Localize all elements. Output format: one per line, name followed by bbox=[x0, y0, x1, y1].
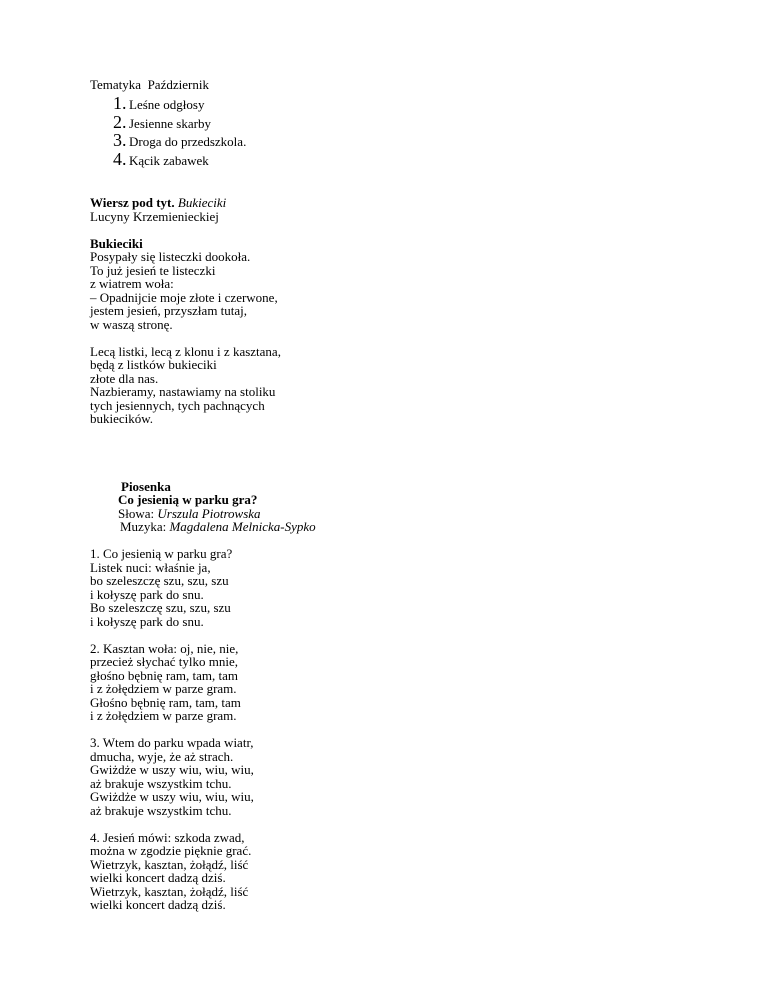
list-item-text: Droga do przedszkola. bbox=[129, 134, 247, 149]
song-music-label: Muzyka: bbox=[120, 519, 167, 534]
list-item-number: 3. bbox=[113, 130, 127, 150]
poem-author: Lucyny Krzemienieckiej bbox=[90, 208, 219, 224]
song-line: i z żołędziem w parze gram. bbox=[90, 681, 237, 696]
poem-line: złote dla nas. bbox=[90, 370, 159, 386]
song-lyrics-author: Urszula Piotrowska bbox=[157, 505, 261, 521]
list-item bbox=[90, 150, 690, 169]
poem-line: Lecą listki, lecą z klonu i z kasztana, bbox=[90, 343, 281, 359]
song-line: Głośno bębnię ram, tam, tam bbox=[90, 694, 241, 710]
song-line: 3. Wtem do parku wpada wiatr, bbox=[90, 735, 254, 750]
poem-line: To już jesień te listeczki bbox=[90, 262, 216, 278]
song-lyrics-credit bbox=[118, 507, 690, 521]
list-item-text: Kącik zabawek bbox=[129, 152, 209, 168]
poem-line: Nazbieramy, nastawiamy na stoliku bbox=[90, 384, 276, 399]
song-title: Co jesienią w parku gra? bbox=[118, 492, 258, 507]
song-line: Wietrzyk, kasztan, żołądź, liść bbox=[90, 883, 249, 899]
song-line: aż brakuje wszystkim tchu. bbox=[90, 802, 232, 818]
song-line: 1. Co jesienią w parku gra? bbox=[90, 546, 233, 561]
list-item-number: 1. bbox=[113, 93, 127, 113]
song-verse bbox=[90, 736, 690, 817]
poem-line: z wiatrem woła: bbox=[90, 276, 174, 291]
song-lyrics-label: Słowa: bbox=[118, 505, 155, 521]
poem-line: w waszą stronę. bbox=[90, 316, 173, 332]
song-line: przecież słychać tylko mnie, bbox=[90, 654, 238, 669]
poem-intro-title: Bukieciki bbox=[177, 195, 227, 210]
song-line: aż brakuje wszystkim tchu. bbox=[90, 775, 232, 791]
poem-intro-prefix: Wiersz pod tyt. bbox=[90, 195, 175, 210]
topic-list bbox=[90, 94, 690, 168]
song-line: i kołyszę park do snu. bbox=[90, 586, 204, 602]
song-line: wielki koncert dadzą dziś. bbox=[90, 870, 226, 885]
song-line: i z żołędziem w parze gram. bbox=[90, 708, 237, 723]
song-line: 4. Jesień mówi: szkoda zwad, bbox=[90, 829, 245, 845]
list-item bbox=[90, 94, 690, 113]
poem-title: Bukieciki bbox=[90, 235, 143, 251]
poem-line: będą z listków bukieciki bbox=[90, 357, 217, 372]
document-page bbox=[90, 78, 690, 912]
list-item bbox=[90, 131, 690, 150]
song-line: można w zgodzie pięknie grać. bbox=[90, 843, 252, 858]
poem-stanza bbox=[90, 345, 690, 426]
song-music-author: Magdalena Melnicka-Sypko bbox=[169, 519, 316, 534]
song-verse bbox=[90, 831, 690, 912]
poem-line: tych jesiennych, tych pachnących bbox=[90, 397, 265, 413]
list-item-text: Jesienne skarby bbox=[129, 115, 211, 131]
list-item-number: 4. bbox=[113, 148, 127, 169]
poem-intro bbox=[90, 196, 690, 210]
topic-header bbox=[90, 78, 690, 92]
song-line: Gwiżdże w uszy wiu, wiu, wiu, bbox=[90, 789, 254, 804]
poem-stanza bbox=[90, 250, 690, 331]
song-line: i kołyszę park do snu. bbox=[90, 613, 204, 629]
list-item-number: 2. bbox=[113, 111, 127, 132]
song-line: 2. Kasztan woła: oj, nie, nie, bbox=[90, 640, 239, 656]
poem-line: Posypały się listeczki dookoła. bbox=[90, 249, 251, 264]
song-line: wielki koncert dadzą dziś. bbox=[90, 897, 226, 912]
list-item bbox=[90, 113, 690, 132]
topic-header-label: Tematyka bbox=[90, 77, 142, 92]
poem-line: bukiecików. bbox=[90, 411, 154, 426]
poem-line: jestem jesień, przyszłam tutaj, bbox=[90, 303, 248, 318]
song-line: dmucha, wyje, że aż strach. bbox=[90, 748, 234, 764]
song-line: Bo szeleszczę szu, szu, szu bbox=[90, 600, 231, 615]
list-item-text: Leśne odgłosy bbox=[129, 97, 205, 112]
song-line: Wietrzyk, kasztan, żołądź, liść bbox=[90, 856, 249, 872]
song-line: bo szeleszczę szu, szu, szu bbox=[90, 573, 229, 588]
song-line: Listek nuci: właśnie ja, bbox=[90, 559, 211, 575]
song-kind: Piosenka bbox=[121, 478, 171, 494]
song-verse bbox=[90, 547, 690, 628]
poem-line: – Opadnijcie moje złote i czerwone, bbox=[90, 289, 278, 305]
song-verse bbox=[90, 642, 690, 723]
song-header bbox=[90, 480, 690, 534]
topic-header-month: Październik bbox=[147, 77, 209, 92]
song-line: Gwiżdże w uszy wiu, wiu, wiu, bbox=[90, 762, 254, 777]
song-music-credit bbox=[118, 520, 690, 534]
song-line: głośno bębnię ram, tam, tam bbox=[90, 667, 239, 683]
